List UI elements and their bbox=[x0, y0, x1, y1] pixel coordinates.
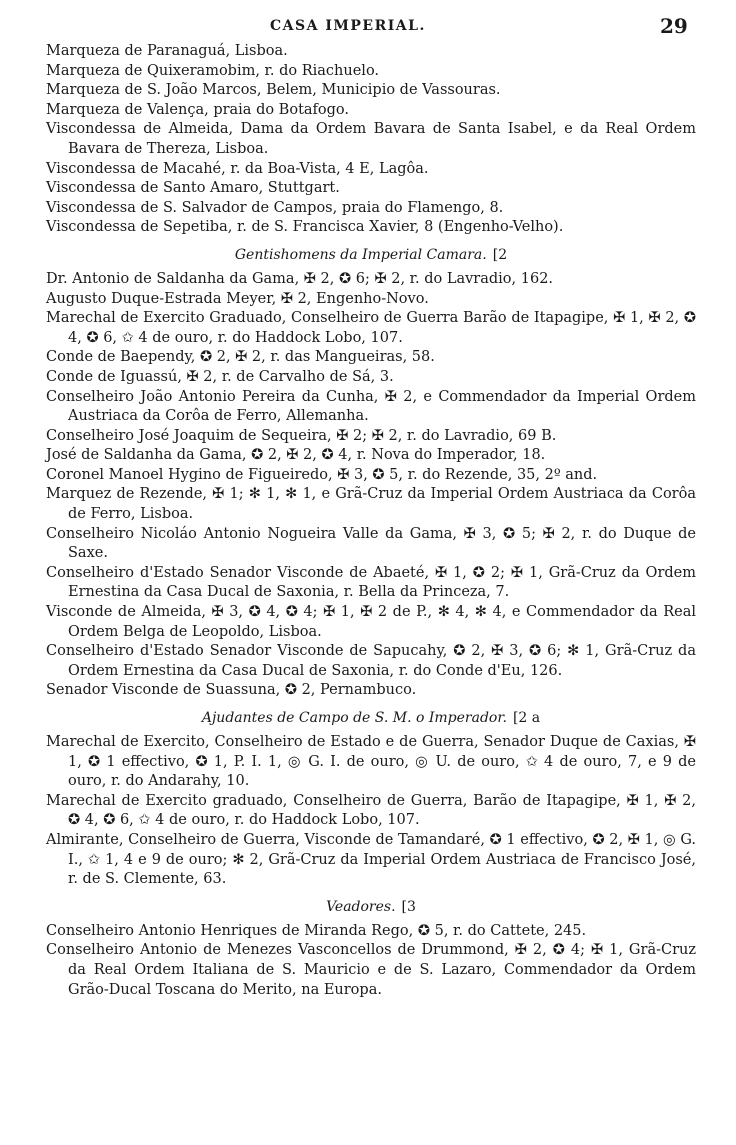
list-entry: Coronel Manoel Hygino de Figueiredo, ✠ 3, ✪ 5, r. do Rezende, 35, 2º and. bbox=[46, 466, 598, 483]
list-entry: Marqueza de Valença, praia do Botafogo. bbox=[46, 101, 350, 118]
section-heading-text: Veadores. bbox=[326, 898, 396, 915]
section-heading-note: [2 a bbox=[512, 710, 541, 726]
section-heading-note: [3 bbox=[401, 898, 416, 915]
section-0 bbox=[46, 42, 696, 238]
list-entry: Marqueza de Quixeramobim, r. do Riachuelo. bbox=[46, 62, 380, 79]
list-entry: Conselheiro Antonio de Menezes Vasconcellos de Drummond, ✠ 2, ✪ 4; ✠ 1, Grã-Cruz da Real Ordem Italiana de S. Mauricio e de S. Lazaro, Commendador da Ordem Grão-Ducal Toscana do Merito, na Europa. bbox=[46, 942, 696, 998]
list-entry: Almirante, Conselheiro de Guerra, Visconde de Tamandaré, ✪ 1 effectivo, ✪ 2, ✠ 1, ◎ G. I., ✩ 1, 4 e 9 de ouro; ✻ 2, Grã-Cruz da Imperial Ordem Austriaca de Francisco José, r. de S. Clemente, 63. bbox=[46, 831, 696, 888]
list-entry: Marechal de Exercito graduado, Conselheiro de Guerra, Barão de Itapagipe, ✠ 1, ✠ 2, ✪ 4, ✪ 6, ✩ 4 de ouro, r. do Haddock Lobo, 107. bbox=[46, 792, 696, 829]
section-2 bbox=[46, 708, 696, 890]
list-entry: Viscondessa de Macahé, r. da Boa-Vista, 4 E, Lagôa. bbox=[46, 160, 429, 177]
list-entry: Conselheiro Nicoláo Antonio Nogueira Valle da Gama, ✠ 3, ✪ 5; ✠ 2, r. do Duque de Saxe. bbox=[46, 525, 696, 562]
section-3 bbox=[46, 897, 696, 1000]
list-entry: Augusto Duque-Estrada Meyer, ✠ 2, Engenho-Novo. bbox=[46, 290, 429, 307]
list-entry: Viscondessa de Santo Amaro, Stuttgart. bbox=[46, 180, 340, 197]
running-title: CASA IMPERIAL. bbox=[270, 18, 426, 34]
list-entry: Viscondessa de S. Salvador de Campos, praia do Flamengo, 8. bbox=[46, 199, 504, 216]
page-number: 29 bbox=[660, 14, 688, 38]
document-body bbox=[46, 42, 696, 1000]
list-entry: Marqueza de Paranaguá, Lisboa. bbox=[46, 43, 288, 59]
section-heading-text: Ajudantes de Campo de S. M. o Imperador. bbox=[201, 710, 507, 726]
list-entry: Conselheiro João Antonio Pereira da Cunha, ✠ 2, e Commendador da Imperial Ordem Austriaca da Corôa de Ferro, Allemanha. bbox=[46, 388, 696, 425]
list-entry: Viscondessa de Sepetiba, r. de S. Francisca Xavier, 8 (Engenho-Velho). bbox=[46, 219, 564, 236]
section-heading bbox=[46, 708, 696, 728]
section-heading-note: [2 bbox=[492, 246, 508, 263]
list-entry: Conde de Baependy, ✪ 2, ✠ 2, r. das Mangueiras, 58. bbox=[46, 349, 435, 366]
list-entry: Conselheiro d'Estado Senador Visconde de Sapucahy, ✪ 2, ✠ 3, ✪ 6; ✻ 1, Grã-Cruz da Ordem Ernestina da Casa Ducal de Saxonia, r. do Conde d'Eu, 126. bbox=[46, 643, 696, 679]
list-entry: José de Saldanha da Gama, ✪ 2, ✠ 2, ✪ 4, r. Nova do Imperador, 18. bbox=[46, 447, 546, 464]
list-entry: Conselheiro d'Estado Senador Visconde de Abaeté, ✠ 1, ✪ 2; ✠ 1, Grã-Cruz da Ordem Ernestina da Casa Ducal de Saxonia, r. Bella da Princeza, 7. bbox=[46, 564, 696, 601]
list-entry: Marquez de Rezende, ✠ 1; ✻ 1, ✻ 1, e Grã-Cruz da Imperial Ordem Austriaca da Corôa de Ferro, Lisboa. bbox=[46, 486, 696, 523]
list-entry: Marqueza de S. João Marcos, Belem, Municipio de Vassouras. bbox=[46, 82, 501, 99]
section-heading bbox=[46, 897, 696, 917]
list-entry: Dr. Antonio de Saldanha da Gama, ✠ 2, ✪ 6; ✠ 2, r. do Lavradio, 162. bbox=[46, 270, 554, 287]
list-entry: Viscondessa de Almeida, Dama da Ordem Bavara de Santa Isabel, e da Real Ordem Bavara de Thereza, Lisboa. bbox=[46, 121, 696, 157]
list-entry: Senador Visconde de Suassuna, ✪ 2, Pernambuco. bbox=[46, 682, 417, 699]
section-heading bbox=[46, 245, 696, 265]
list-entry: Conselheiro José Joaquim de Sequeira, ✠ 2; ✠ 2, r. do Lavradio, 69 B. bbox=[46, 427, 557, 444]
section-1 bbox=[46, 245, 696, 701]
section-heading-text: Gentishomens da Imperial Camara. bbox=[234, 246, 487, 263]
list-entry: Conde de Iguassú, ✠ 2, r. de Carvalho de Sá, 3. bbox=[46, 368, 394, 385]
list-entry: Visconde de Almeida, ✠ 3, ✪ 4, ✪ 4; ✠ 1, ✠ 2 de P., ✻ 4, ✻ 4, e Commendador da Real Ordem Belga de Leopoldo, Lisboa. bbox=[46, 604, 696, 640]
list-entry: Marechal de Exercito, Conselheiro de Estado e de Guerra, Senador Duque de Caxias, ✠ 1, ✪ 1 effectivo, ✪ 1, P. I. 1, ◎ G. I. de ouro, ◎ U. de ouro, ✩ 4 de ouro, 7, e 9 de ouro, r. do Andarahy, 10. bbox=[46, 734, 696, 790]
list-entry: Marechal de Exercito Graduado, Conselheiro de Guerra Barão de Itapagipe, ✠ 1, ✠ 2, ✪ 4, ✪ 6, ✩ 4 de ouro, r. do Haddock Lobo, 107. bbox=[46, 310, 696, 346]
list-entry: Conselheiro Antonio Henriques de Miranda Rego, ✪ 5, r. do Cattete, 245. bbox=[46, 922, 587, 939]
page-header bbox=[0, 14, 736, 40]
